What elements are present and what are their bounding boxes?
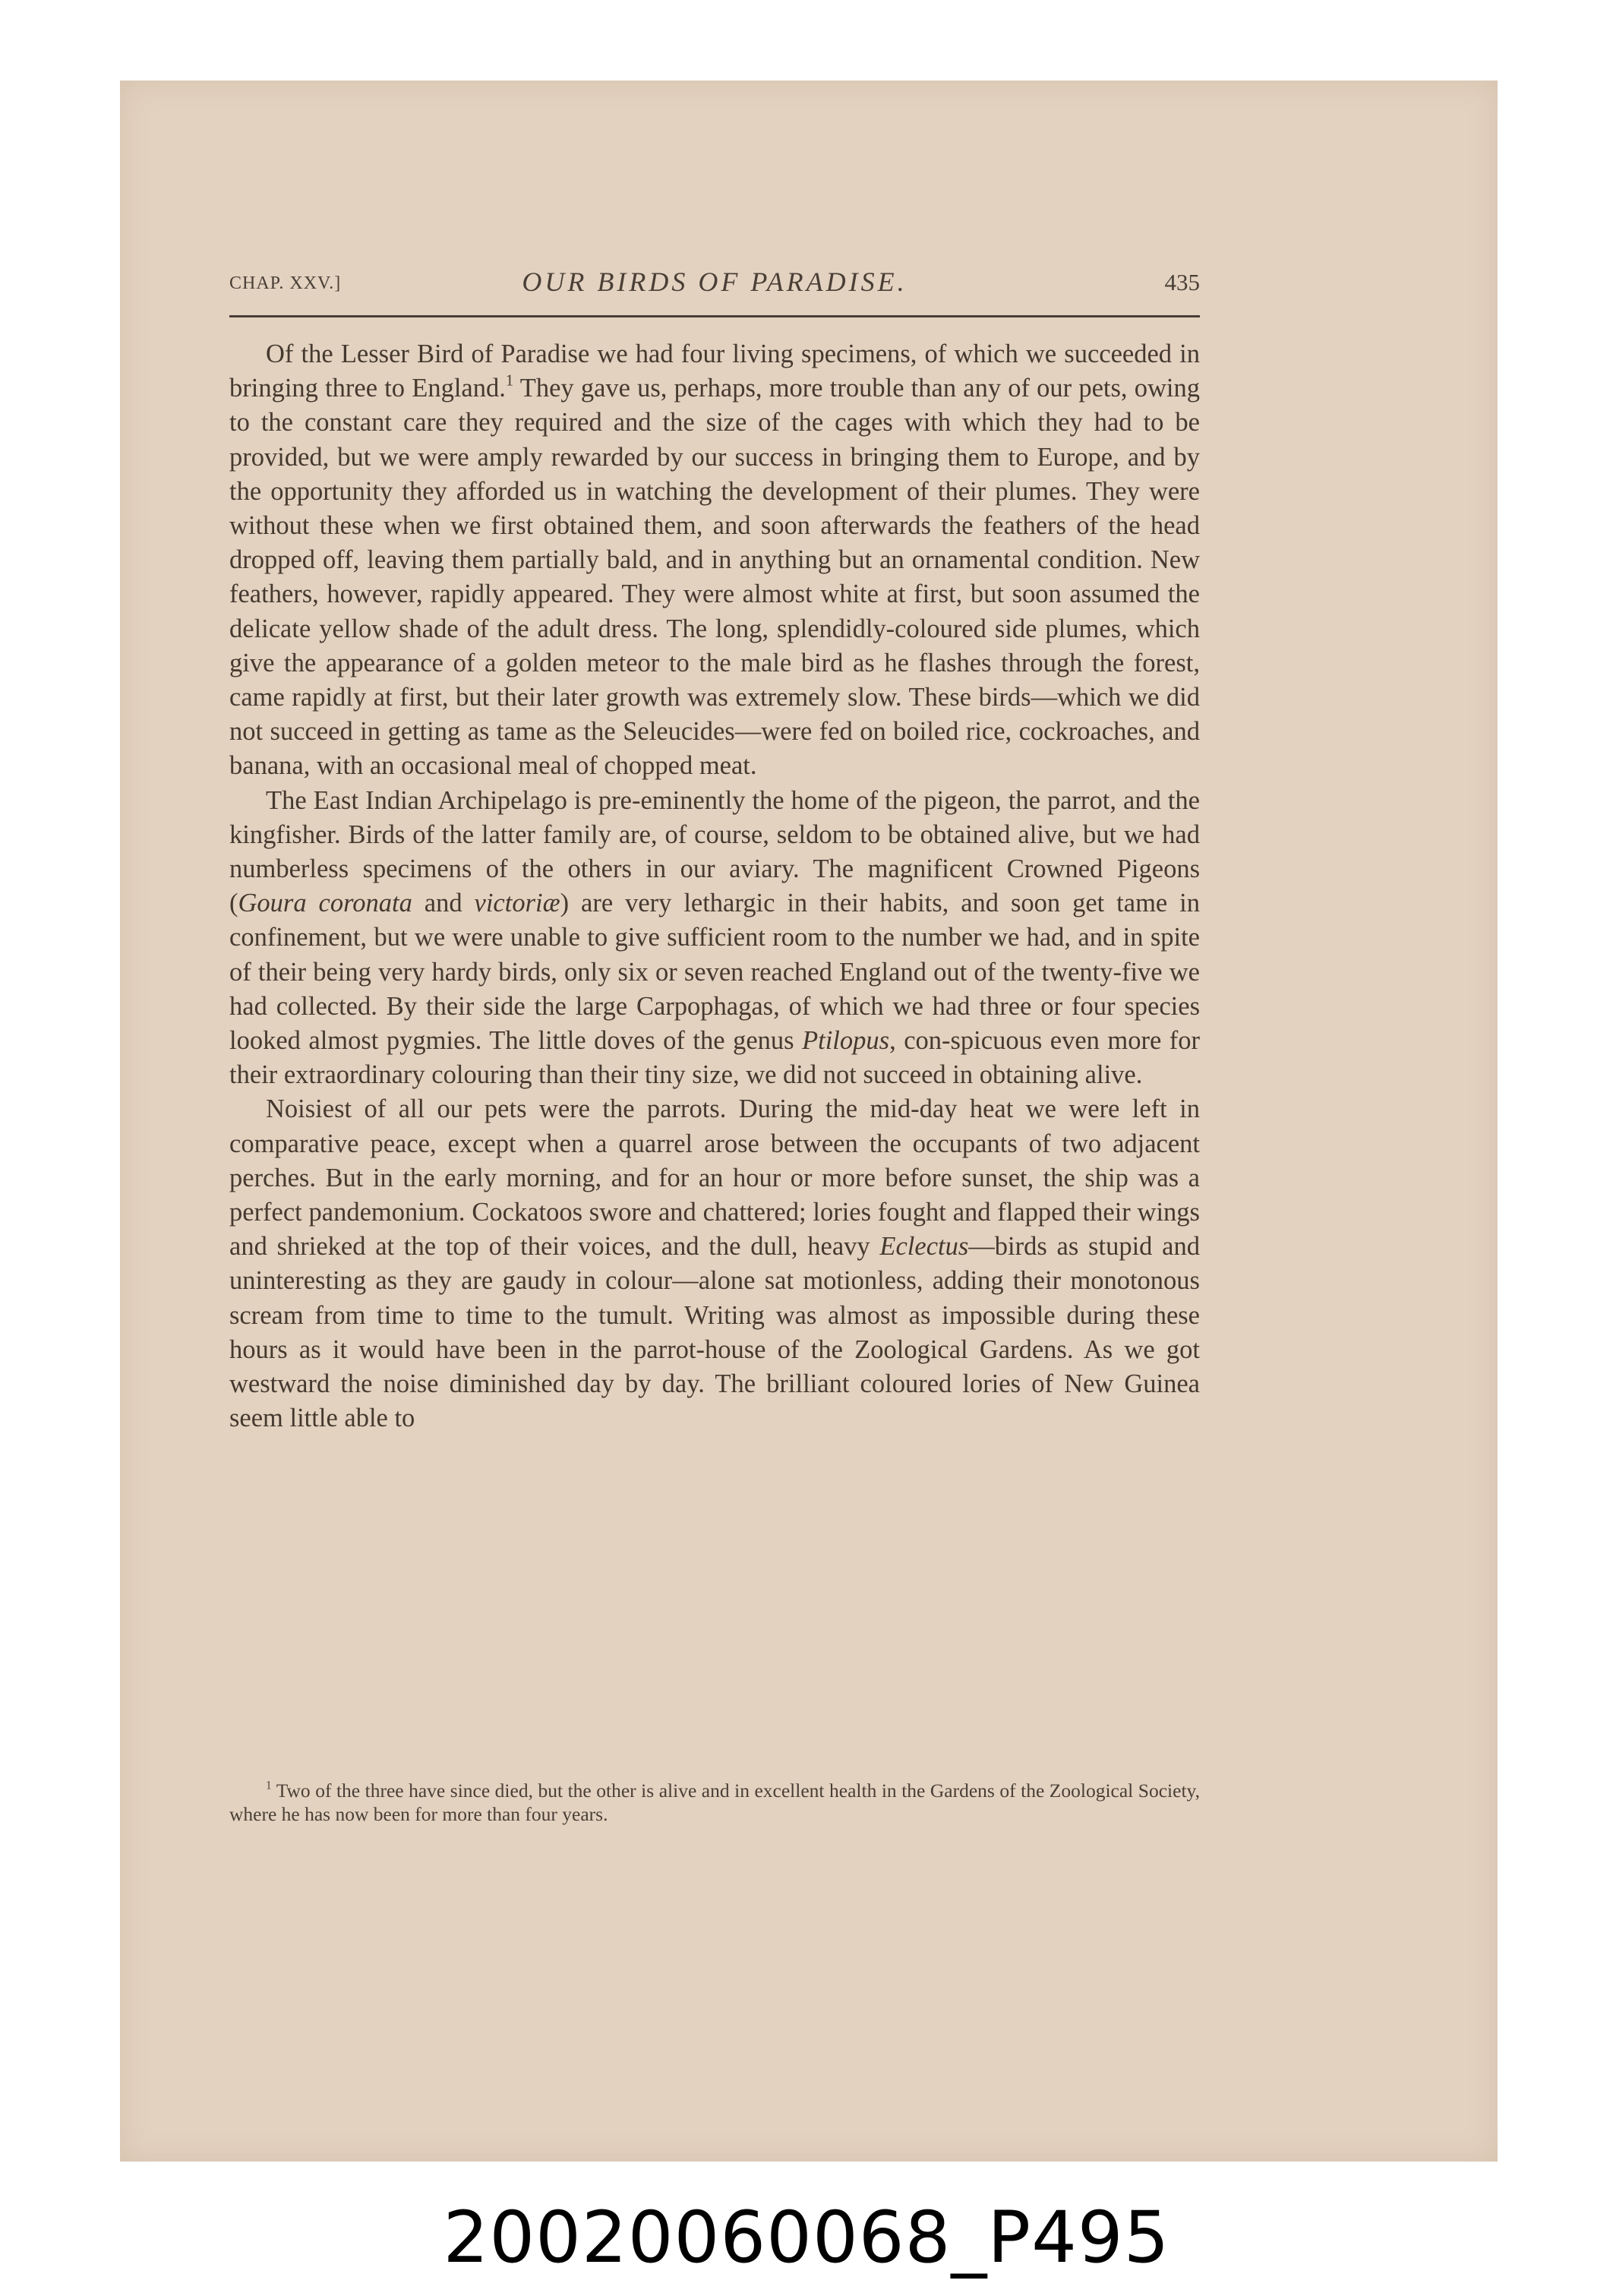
footnote-reference: 1 [505, 372, 514, 390]
body-text [229, 337, 1200, 1436]
footnote-marker: 1 [266, 1779, 272, 1792]
paragraph [229, 784, 1200, 1093]
italic-text: Eclectus [879, 1232, 969, 1262]
text-run: They gave us, perhaps, more trouble than any of our pets, owing to the constant care they required and the size of the cages with which they had to be provided, but we were amply rewarded by our success in bringing them to Europe, and by the opportunity they afforded us in watching the development of their plumes. They were without these when we first obtained them, and soon afterwards the feathers of the head dropped off, leaving them partially bald, and in anything but an ornamental condition. New feathers, however, rapidly appeared. They were almost white at first, but soon assumed the delicate yellow shade of the adult dress. The long, splendidly-coloured side plumes, which give the appearance of a golden meteor to the male bird as he flashes through the forest, came rapidly at first, but their later growth was extremely slow. These birds—which we did not succeed in getting as tame as the Seleucides—were fed on boiled rice, cockroaches, and banana, with an occasional meal of chopped meat. [229, 374, 1200, 781]
italic-text: Goura coronata [238, 889, 412, 918]
footnote-text: Two of the three have since died, but the other is alive and in excellent health in the Gardens of the Zoological Society, where he has now been for more than four years. [229, 1780, 1200, 1825]
header-rule [229, 315, 1200, 317]
text-run: Noisiest of all our pets were the parrots. During the mid-day heat we were left in comparative peace, except when a quarrel arose between the occupants of two adjacent perches. But in the early morning, and for an hour or more before sunset, the ship was a perfect pandemonium. Cockatoos swore and chattered; lories fought and flapped their wings and shrieked at the top of their voices, and the dull, heavy [229, 1094, 1200, 1262]
text-run: Of the Lesser Bird of Paradise we had four living specimens, of which we succeeded in bringing three to England. [229, 340, 1200, 403]
paragraph [229, 337, 1200, 784]
chapter-label: CHAP. XXV.] [229, 273, 342, 293]
image-id-caption: 20020060068_P495 [443, 2197, 1170, 2279]
running-head [229, 266, 1200, 307]
footnote [229, 1779, 1200, 1826]
text-run: —birds as stupid and uninteresting as they are gaudy in colour—alone sat motionless, adding their monotonous scream from time to time to the tumult. Writing was almost as impossible during these hours as it would have been in the parrot-house of the Zoological Gardens. As we got westward the noise diminished day by day. The brilliant coloured lories of New Guinea seem little able to [229, 1232, 1200, 1433]
italic-text: Ptilopus [802, 1026, 890, 1056]
italic-text: victoriæ [474, 889, 560, 918]
running-title: OUR BIRDS OF PARADISE. [522, 267, 908, 297]
text-run: , con-spicuous even more for their extraordinary colouring than their tiny size, we did not succeed in obtaining alive. [229, 1026, 1200, 1090]
paragraph [229, 1092, 1200, 1435]
page-number: 435 [1164, 269, 1200, 295]
text-run: The East Indian Archipelago is pre-eminently the home of the pigeon, the parrot, and the kingfisher. Birds of the latter family are, of course, seldom to be obtained alive, but we had numberless specimens of the others in our aviary. The magnificent Crowned Pigeons ( [229, 785, 1200, 918]
text-run: ) are very lethargic in their habits, and soon get tame in confinement, but we were unable to give sufficient room to the number we had, and in spite of their being very hardy birds, only six or seven reached England out of the twenty-five we had collected. By their side the large Carpophagas, of which we had three or four species looked almost pygmies. The little doves of the genus [229, 889, 1200, 1056]
text-run: and [412, 889, 475, 918]
